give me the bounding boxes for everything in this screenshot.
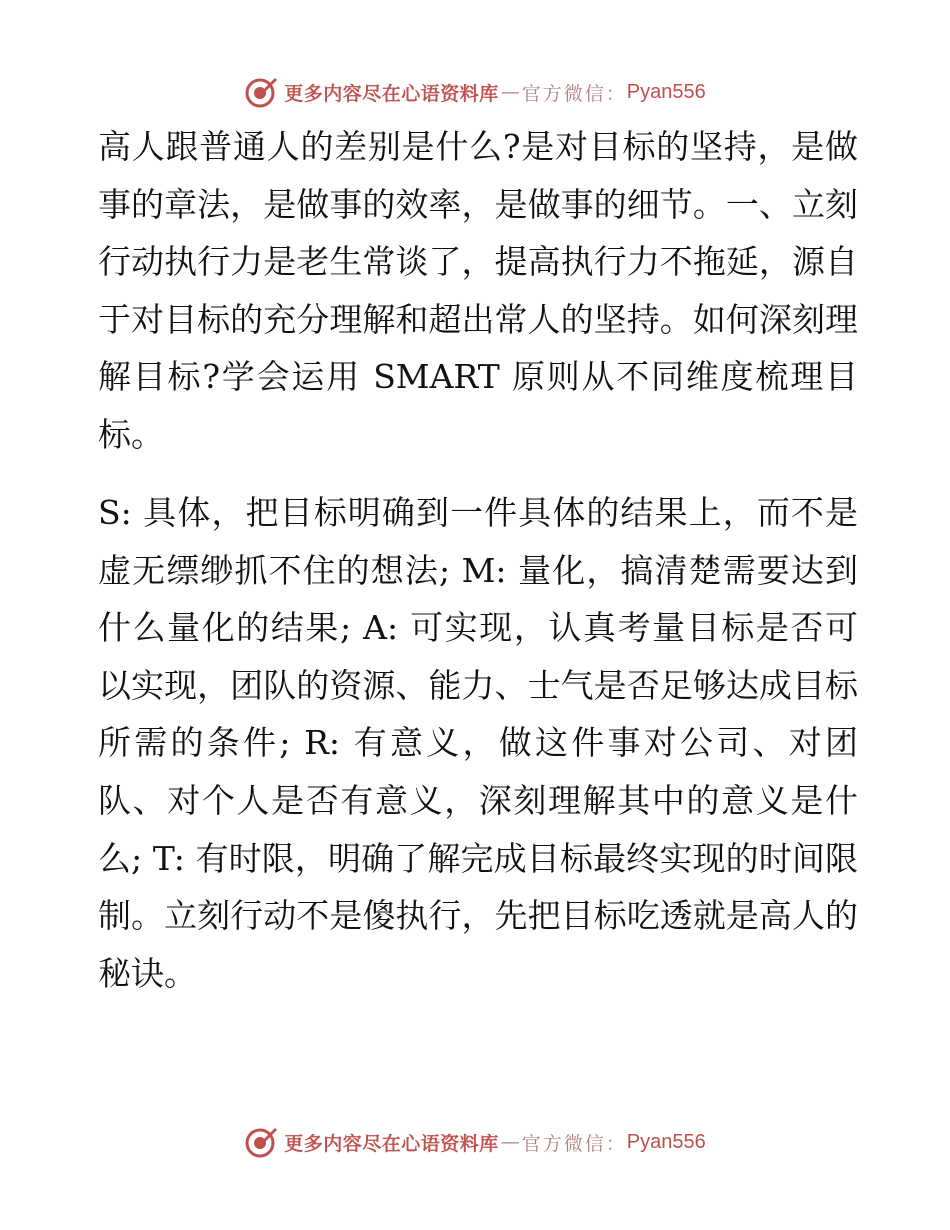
header-banner (0, 72, 950, 112)
body-paragraph-smart: S: 具体，把目标明确到一件具体的结果上，而不是虚无缥缈抓不住的想法; M: 量化，搞清楚需要达到什么量化的结果; A: 可实现，认真考量目标是否可以实现，团队的资源、能力、士气是否足够达成目标所需的条件; R: 有意义，做这件事对公司、对团队、对个人是否有意义，深刻理解其中的意义是什么; T: 有时限，明确了解完成目标最终实现的时间限制。立刻行动不是傻执行，先把目标吃透就是高人的秘诀。 (98, 493, 858, 993)
banner-promo-text: 更多内容尽在心语资料库 (284, 82, 499, 105)
pen-logo-icon (244, 1125, 278, 1159)
body-paragraph-intro: 高人跟普通人的差别是什么?是对目标的坚持，是做事的章法，是做事的效率，是做事的细节。一、立刻行动执行力是老生常谈了，提高执行力不拖延，源自于对目标的充分理解和超出常人的坚持。如何深刻理解目标?学会运用 SMART 原则从不同维度梳理目标。 (98, 127, 858, 454)
pen-logo-icon (244, 75, 278, 109)
footer-banner (0, 1122, 950, 1162)
banner-separator: — (500, 1131, 520, 1153)
banner-separator: — (500, 81, 520, 103)
banner-promo-text: 更多内容尽在心语资料库 (284, 1132, 499, 1155)
banner-wechat-label: 官方微信： (521, 1132, 627, 1155)
banner-wechat-id: Pyan556 (626, 1130, 706, 1153)
banner-wechat-label: 官方微信： (521, 82, 627, 105)
banner-wechat-id: Pyan556 (626, 80, 706, 103)
